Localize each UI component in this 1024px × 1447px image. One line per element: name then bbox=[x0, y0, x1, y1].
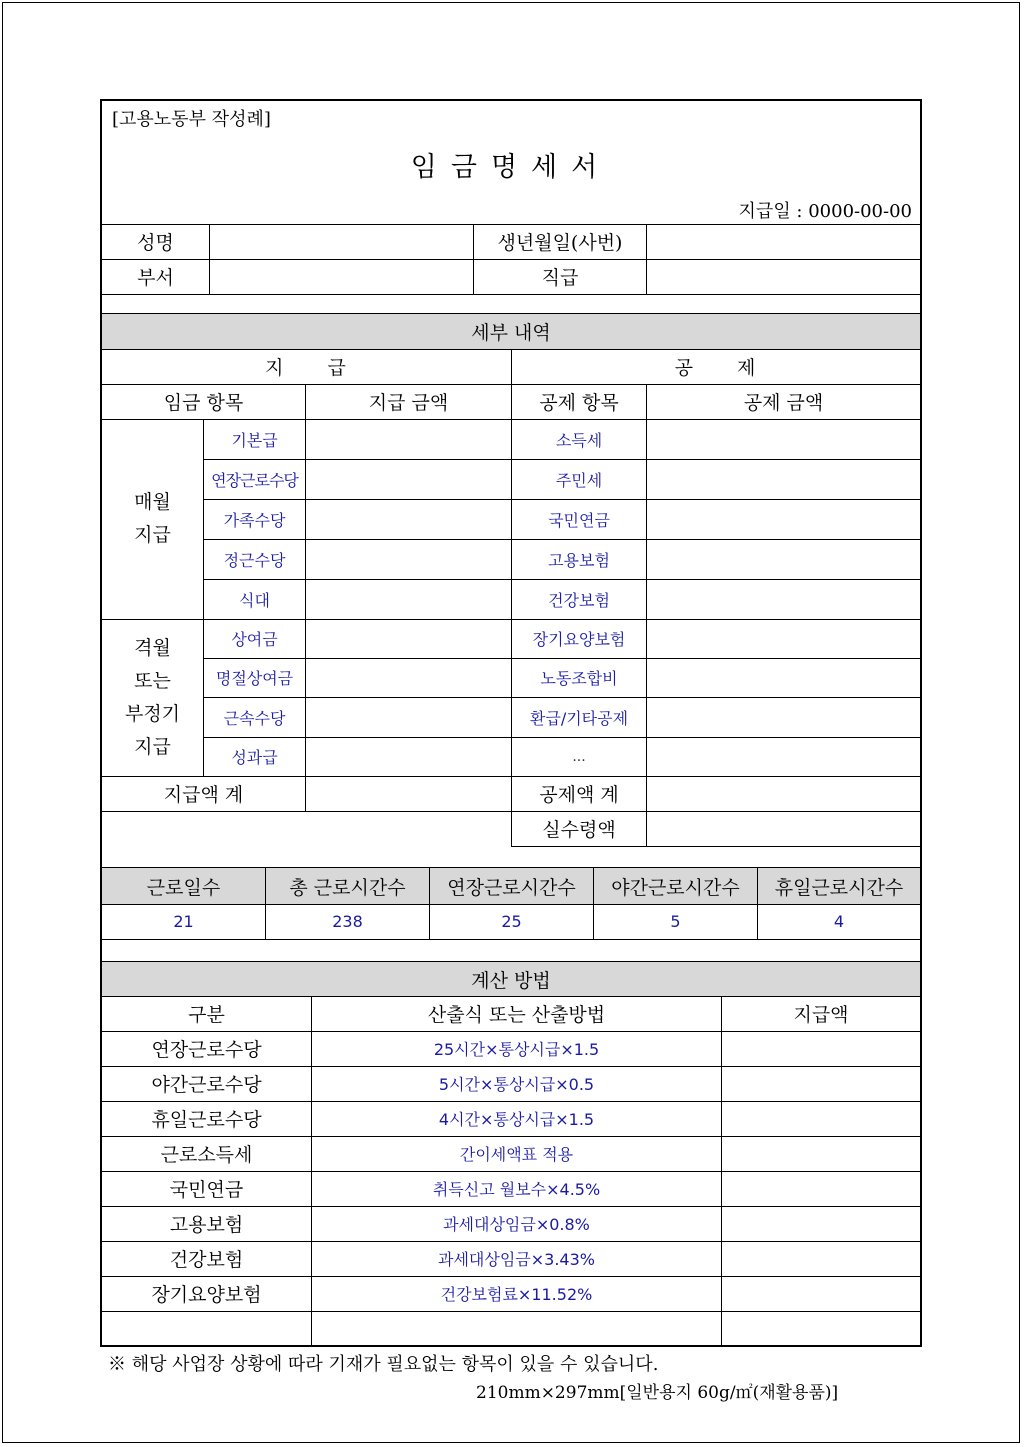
irregular-group-label bbox=[102, 620, 203, 776]
dept-field[interactable] bbox=[210, 259, 473, 294]
pay-item-base: 기본급 bbox=[231, 430, 278, 450]
calc-row-formula: 건강보험료×11.52% bbox=[440, 1285, 593, 1304]
irregular-group-line: 격월 bbox=[134, 637, 171, 659]
pay-item-bonus: 상여금 bbox=[231, 630, 278, 649]
calc-row-formula: 4시간×통상시급×1.5 bbox=[438, 1110, 595, 1129]
hours-header-holiday: 휴일근로시간수 bbox=[774, 876, 904, 899]
calc-row-label: 야간근로수당 bbox=[151, 1074, 262, 1096]
net-pay-label: 실수령액 bbox=[542, 819, 616, 841]
irregular-group-line: 지급 bbox=[134, 736, 171, 758]
calc-row-label: 고용보험 bbox=[169, 1214, 244, 1236]
hours-header-total: 총 근로시간수 bbox=[289, 876, 406, 899]
hours-value-overtime: 25 bbox=[501, 912, 522, 931]
pay-total-label: 지급액 계 bbox=[163, 784, 244, 806]
birth-field[interactable] bbox=[647, 224, 920, 259]
dept-label: 부서 bbox=[137, 267, 174, 289]
pay-item-performance: 성과급 bbox=[231, 748, 278, 767]
calc-row-label: 휴일근로수당 bbox=[151, 1109, 262, 1131]
monthly-group-line: 지급 bbox=[134, 524, 171, 546]
hours-value-night: 5 bbox=[670, 912, 681, 931]
pay-item-meal: 식대 bbox=[239, 590, 270, 610]
deduct-item-health-ins: 건강보험 bbox=[548, 590, 610, 610]
rank-label: 직급 bbox=[541, 267, 579, 289]
deduct-item-employment-ins: 고용보험 bbox=[548, 550, 610, 570]
calc-row-formula: 과세대상임금×3.43% bbox=[438, 1250, 595, 1269]
document-source-tag: [고용노동부 작성례] bbox=[112, 109, 271, 130]
deduct-item-longterm-care: 장기요양보험 bbox=[532, 630, 626, 649]
irregular-group-line: 또는 bbox=[134, 670, 171, 692]
hours-value-days: 21 bbox=[173, 912, 194, 931]
calc-row-formula: 취득신고 월보수×4.5% bbox=[432, 1180, 601, 1199]
calc-row-formula: 과세대상임금×0.8% bbox=[443, 1215, 590, 1234]
deduct-header: 공 제 bbox=[674, 357, 758, 379]
birth-label: 생년월일(사번) bbox=[497, 232, 623, 254]
irregular-group-line: 부정기 bbox=[124, 703, 181, 725]
calc-row-label: 근로소득세 bbox=[160, 1144, 253, 1166]
pay-item-longevity: 근속수당 bbox=[223, 708, 286, 728]
deduct-item-union: 노동조합비 bbox=[540, 669, 618, 688]
deduct-item-income-tax: 소득세 bbox=[555, 430, 603, 450]
hours-header-days: 근로일수 bbox=[146, 876, 221, 899]
name-field[interactable] bbox=[210, 224, 473, 259]
document-title: 임금명세서 bbox=[410, 152, 612, 183]
pay-header: 지 급 bbox=[265, 357, 348, 379]
name-label: 성명 bbox=[137, 232, 174, 254]
deduct-item-more: ... bbox=[572, 748, 586, 765]
calc-row-label: 국민연금 bbox=[169, 1179, 244, 1201]
pay-item-holiday-bonus: 명절상여금 bbox=[215, 669, 294, 688]
calc-row-formula: 5시간×통상시급×0.5 bbox=[438, 1075, 595, 1094]
rank-field[interactable] bbox=[647, 259, 920, 294]
pay-amount-header: 지급 금액 bbox=[368, 392, 449, 414]
details-section-title: 세부 내역 bbox=[471, 322, 551, 344]
pay-item-family: 가족수당 bbox=[223, 510, 286, 530]
calc-section-title: 계산 방법 bbox=[471, 969, 551, 992]
pay-date: 지급일 : 0000-00-00 bbox=[738, 201, 912, 222]
calc-header-formula: 산출식 또는 산출방법 bbox=[427, 1004, 606, 1026]
pay-item-attendance: 정근수당 bbox=[223, 550, 286, 570]
calc-row-label: 건강보험 bbox=[169, 1249, 244, 1271]
calc-header-category: 구분 bbox=[188, 1004, 225, 1026]
deduct-item-pension: 국민연금 bbox=[548, 510, 610, 530]
hours-value-holiday: 4 bbox=[833, 912, 845, 931]
monthly-group-line: 매월 bbox=[134, 491, 171, 513]
deduct-item-header: 공제 항목 bbox=[539, 392, 619, 414]
hours-value-total: 238 bbox=[332, 912, 363, 931]
paper-spec: 210mm×297mm[일반용지 60g/㎡(재활용품)] bbox=[476, 1383, 839, 1403]
deduct-amount-header: 공제 금액 bbox=[743, 392, 824, 414]
calc-row-label: 연장근로수당 bbox=[151, 1039, 262, 1061]
pay-statement-form bbox=[100, 99, 922, 1347]
wage-item-header: 임금 항목 bbox=[163, 392, 244, 414]
calc-row-label: 장기요양보험 bbox=[151, 1284, 262, 1306]
calc-header-amount: 지급액 bbox=[793, 1004, 849, 1026]
deduct-total-label: 공제액 계 bbox=[539, 784, 619, 806]
footnote: ※ 해당 사업장 상황에 따라 기재가 필요없는 항목이 있을 수 있습니다. bbox=[108, 1354, 659, 1375]
pay-item-overtime: 연장근로수당 bbox=[211, 470, 298, 490]
calc-row-formula: 간이세액표 적용 bbox=[459, 1145, 574, 1164]
hours-header-night: 야간근로시간수 bbox=[611, 876, 740, 899]
calc-row-formula: 25시간×통상시급×1.5 bbox=[433, 1040, 600, 1059]
monthly-group-label bbox=[102, 419, 203, 619]
hours-header-overtime: 연장근로시간수 bbox=[447, 876, 576, 899]
deduct-item-resident-tax: 주민세 bbox=[555, 470, 603, 490]
deduct-item-refund-other: 환급/기타공제 bbox=[529, 708, 629, 728]
